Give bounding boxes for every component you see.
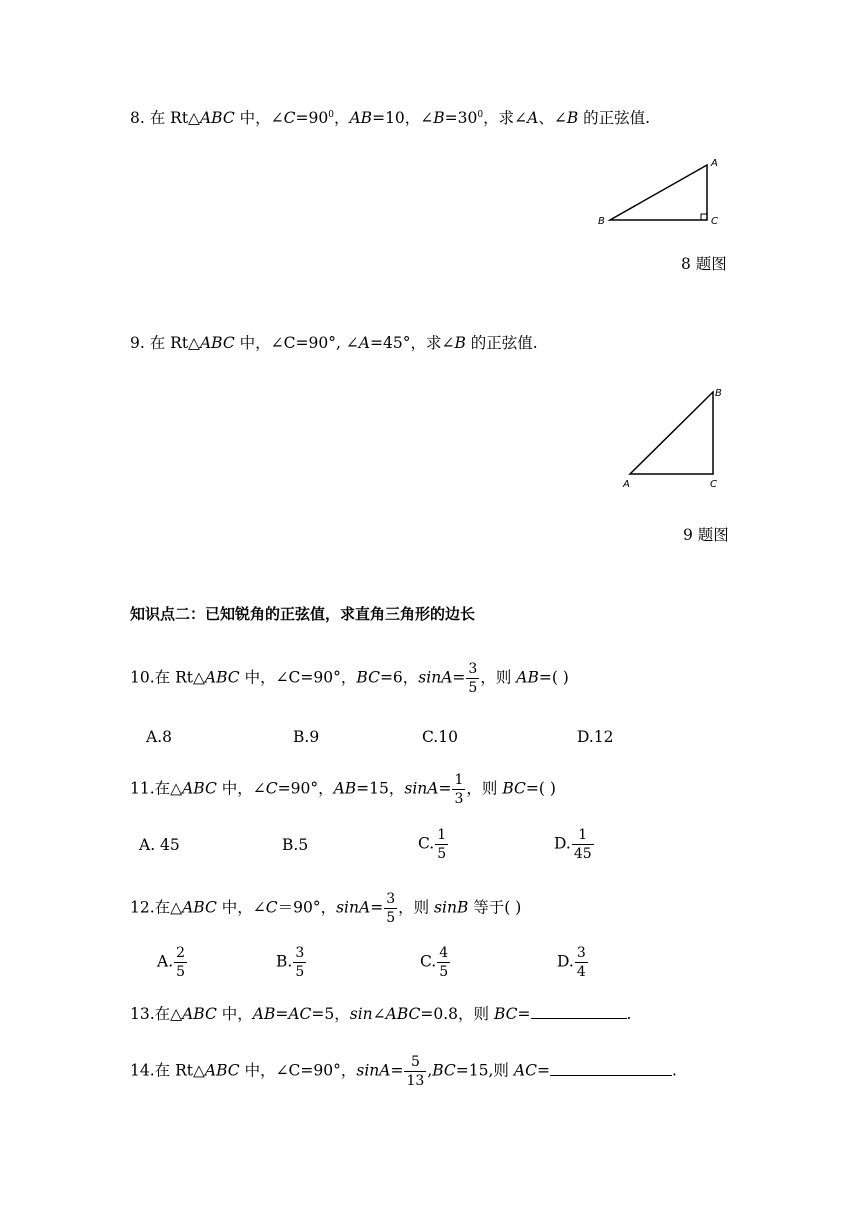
- q8-caption: 8 题图: [681, 255, 727, 273]
- q12-number: 12.: [130, 898, 155, 917]
- fraction: $\frac{3}{5}$: [295, 945, 305, 980]
- q11-number: 11.: [130, 779, 155, 798]
- section-heading: 知识点二：已知锐角的正弦值，求直角三角形的边长: [130, 605, 476, 623]
- q9-label-a: A: [623, 479, 630, 490]
- q12-option-d: D. $\frac{3}{4}$: [557, 945, 586, 980]
- fraction: $\frac{2}{5}$: [176, 945, 186, 980]
- question-8: 8. 在 Rt△ABC 中，$\angle C=90^0$，AB=10，$\angle B=30^0$，求∠A、∠B 的正弦值.: [130, 109, 651, 127]
- question-13: 13.在△ABC 中，AB=AC=5，sin∠ABC=0.8，则 BC= .: [130, 1005, 632, 1023]
- fraction: $\frac{5}{13}$: [406, 1054, 425, 1089]
- answer-blank[interactable]: [531, 1004, 627, 1019]
- q9-label-c: C: [710, 479, 717, 490]
- q11-option-b: B.5: [282, 836, 309, 854]
- q9-number: 9.: [130, 334, 145, 352]
- q8-triangle-figure: [590, 150, 730, 235]
- q9-label-b: B: [715, 388, 722, 399]
- fraction: $\frac{3}{5}$: [386, 891, 396, 926]
- question-9: 9. 在 Rt△ABC 中，∠C=90°, ∠A=45°，求∠B 的正弦值.: [130, 334, 538, 352]
- question-14: 14.在 Rt△ABC 中，∠C=90°，sinA= $\frac{5}{13}$ ,BC=15,则 AC= .: [130, 1054, 677, 1089]
- q10-option-c: C.10: [422, 728, 458, 746]
- q12-option-a: A. $\frac{2}{5}$: [157, 945, 186, 980]
- q11-option-c: C. $\frac{1}{5}$: [418, 827, 447, 862]
- question-10: 10.在 Rt△ABC 中，∠C=90°，BC=6，sinA= $\frac{3}{5}$ ，则 AB=( ): [130, 661, 569, 696]
- fraction: $\frac{3}{4}$: [576, 945, 586, 980]
- question-11: 11.在△ABC 中，∠C=90°，AB=15，sinA= $\frac{1}{3}$ ，则 BC=( ): [130, 772, 556, 807]
- fraction: $\frac{4}{5}$: [439, 945, 449, 980]
- q8-label-b: B: [598, 216, 605, 227]
- q11-option-a: A. 45: [139, 836, 180, 854]
- q12-option-b: B. $\frac{3}{5}$: [276, 945, 305, 980]
- q8-right-angle-mark: [701, 214, 707, 220]
- fraction: $\frac{1}{3}$: [454, 772, 464, 807]
- q12-option-c: C. $\frac{4}{5}$: [420, 945, 449, 980]
- fraction: $\frac{1}{45}$: [573, 827, 592, 862]
- answer-blank[interactable]: [550, 1061, 672, 1076]
- fraction: $\frac{1}{5}$: [437, 827, 447, 862]
- q10-option-b: B.9: [293, 728, 320, 746]
- q13-number: 13.: [130, 1005, 155, 1023]
- q10-option-a: A.8: [146, 728, 172, 746]
- q14-number: 14.: [130, 1061, 155, 1080]
- q9-triangle: [630, 392, 713, 474]
- q8-label-a: A: [711, 158, 718, 169]
- q10-option-d: D.12: [577, 728, 614, 746]
- q10-number: 10.: [130, 668, 155, 687]
- fraction: $\frac{3}{5}$: [468, 661, 478, 696]
- q8-number: 8.: [130, 109, 145, 127]
- question-12: 12.在△ABC 中，∠C＝90°，sinA= $\frac{3}{5}$ ，则 sinB 等于( ): [130, 891, 522, 926]
- q9-triangle-figure: [615, 382, 735, 492]
- q11-option-d: D. $\frac{1}{45}$: [554, 827, 592, 862]
- q9-caption: 9 题图: [683, 526, 729, 544]
- q8-label-c: C: [711, 216, 718, 227]
- q8-triangle: [610, 165, 707, 220]
